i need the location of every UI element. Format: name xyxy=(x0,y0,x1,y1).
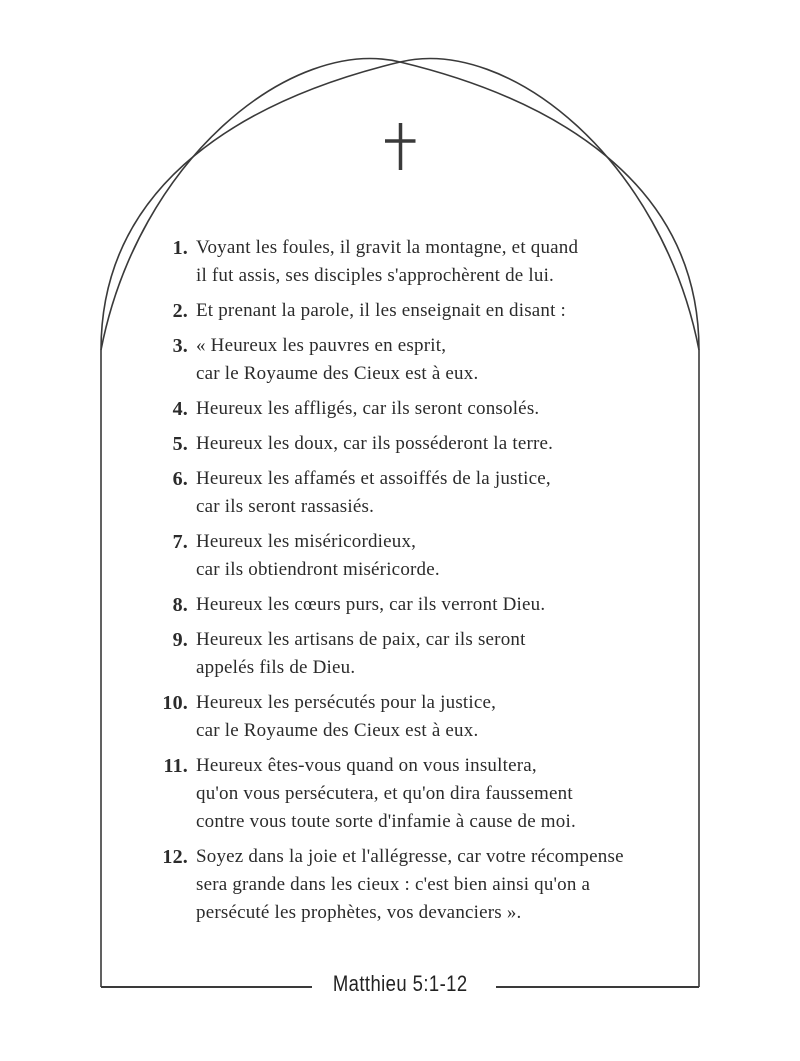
verse-item xyxy=(156,843,666,927)
verse-number: 5. xyxy=(172,433,188,455)
verse-number: 6. xyxy=(172,468,188,490)
verse-number: 9. xyxy=(172,629,188,651)
verse-item xyxy=(156,591,666,619)
verse-number: 7. xyxy=(172,531,188,553)
verse-item xyxy=(156,689,666,745)
verse-text: Soyez dans la joie et l'allégresse, car votre récompense sera grande dans les cieux : c'est bien ainsi qu'on a persécuté les prophètes, vos devanciers ». xyxy=(196,846,624,923)
verse-item xyxy=(156,752,666,836)
verse-text: « Heureux les pauvres en esprit, car le Royaume des Cieux est à eux. xyxy=(196,335,479,384)
verse-text: Heureux les affligés, car ils seront consolés. xyxy=(196,398,540,419)
verse-item xyxy=(156,430,666,458)
verse-item xyxy=(156,332,666,388)
verse-number: 3. xyxy=(172,335,188,357)
verse-text: Heureux les miséricordieux, car ils obtiendront miséricorde. xyxy=(196,531,440,580)
verse-item xyxy=(156,626,666,682)
verse-number: 2. xyxy=(172,300,188,322)
verse-item xyxy=(156,465,666,521)
verse-item xyxy=(156,234,666,290)
verse-number: 12. xyxy=(162,846,188,868)
verse-text: Et prenant la parole, il les enseignait en disant : xyxy=(196,300,567,321)
verse-number: 1. xyxy=(172,237,188,259)
verse-item xyxy=(156,395,666,423)
verse-number: 8. xyxy=(172,594,188,616)
verse-number: 4. xyxy=(172,398,188,420)
verse-text: Heureux êtes-vous quand on vous insultera, qu'on vous persécutera, et qu'on dira faussement contre vous toute sorte d'infamie à cause de moi. xyxy=(196,755,576,832)
verse-text: Heureux les doux, car ils posséderont la terre. xyxy=(196,433,554,454)
verse-number: 11. xyxy=(163,755,188,777)
verse-text: Heureux les artisans de paix, car ils seront appelés fils de Dieu. xyxy=(196,629,526,678)
verse-item xyxy=(156,297,666,325)
reference-text: Matthieu 5:1-12 xyxy=(328,971,473,997)
verse-number: 10. xyxy=(162,692,188,714)
verses-list xyxy=(156,234,666,934)
reference-caption xyxy=(0,971,800,997)
verse-text: Voyant les foules, il gravit la montagne, et quand il fut assis, ses disciples s'approchèrent de lui. xyxy=(196,237,579,286)
verse-item xyxy=(156,528,666,584)
cross-icon xyxy=(385,123,416,170)
verse-text: Heureux les cœurs purs, car ils verront Dieu. xyxy=(196,594,546,615)
verse-text: Heureux les affamés et assoiffés de la justice, car ils seront rassasiés. xyxy=(196,468,551,517)
verse-text: Heureux les persécutés pour la justice, car le Royaume des Cieux est à eux. xyxy=(196,692,497,741)
